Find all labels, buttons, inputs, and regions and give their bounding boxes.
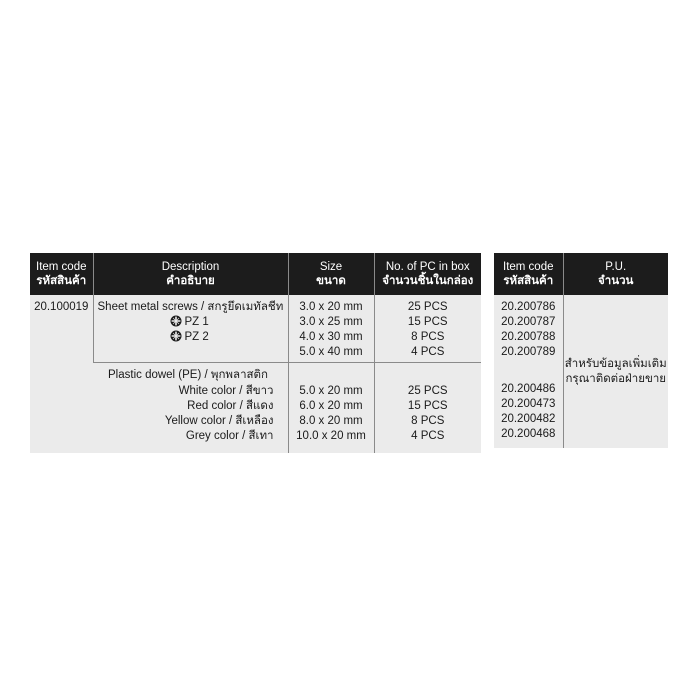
table-header-row (494, 253, 668, 295)
pozidriv-icon (170, 330, 182, 342)
table-row (30, 295, 481, 363)
header-pu: P.U. จำนวน (563, 253, 668, 295)
pu-note-cell: สำหรับข้อมูลเพิ่มเติม กรุณาติดต่อฝ่ายขาย (563, 295, 668, 448)
header-size: Size ขนาด (288, 253, 374, 295)
header-item-code: Item code รหัสสินค้า (30, 253, 93, 295)
table-row (30, 363, 481, 454)
size-cell: 3.0 x 20 mm 3.0 x 25 mm 4.0 x 30 mm 5.0 x 40 mm (288, 295, 374, 363)
product-table (30, 253, 481, 453)
item-codes-cell: 20.200786 20.200787 20.200788 20.200789 20.200486 20.200473 20.200482 20.200468 (494, 295, 563, 448)
pozidriv-icon (170, 315, 182, 327)
pricing-unit-table (494, 253, 668, 448)
table-row (494, 295, 668, 448)
size-cell: 5.0 x 20 mm 6.0 x 20 mm 8.0 x 20 mm 10.0 x 20 mm (288, 363, 374, 454)
item-code-cell: 20.100019 (30, 295, 93, 453)
qty-cell: 25 PCS 15 PCS 8 PCS 4 PCS (374, 363, 481, 454)
description-cell: Sheet metal screws / สกรูยึดเมทัลชีท PZ 1 PZ 2 (93, 295, 288, 363)
header-description: Description คำอธิบาย (93, 253, 288, 295)
table-header-row (30, 253, 481, 295)
description-cell: Plastic dowel (PE) / พุกพลาสติก White color / สีขาว Red color / สีแดง Yellow color / สีเหลือง Grey color / สีเทา (93, 363, 288, 454)
header-item-code: Item code รหัสสินค้า (494, 253, 563, 295)
qty-cell: 25 PCS 15 PCS 8 PCS 4 PCS (374, 295, 481, 363)
header-qty: No. of PC in box จำนวนชิ้นในกล่อง (374, 253, 481, 295)
